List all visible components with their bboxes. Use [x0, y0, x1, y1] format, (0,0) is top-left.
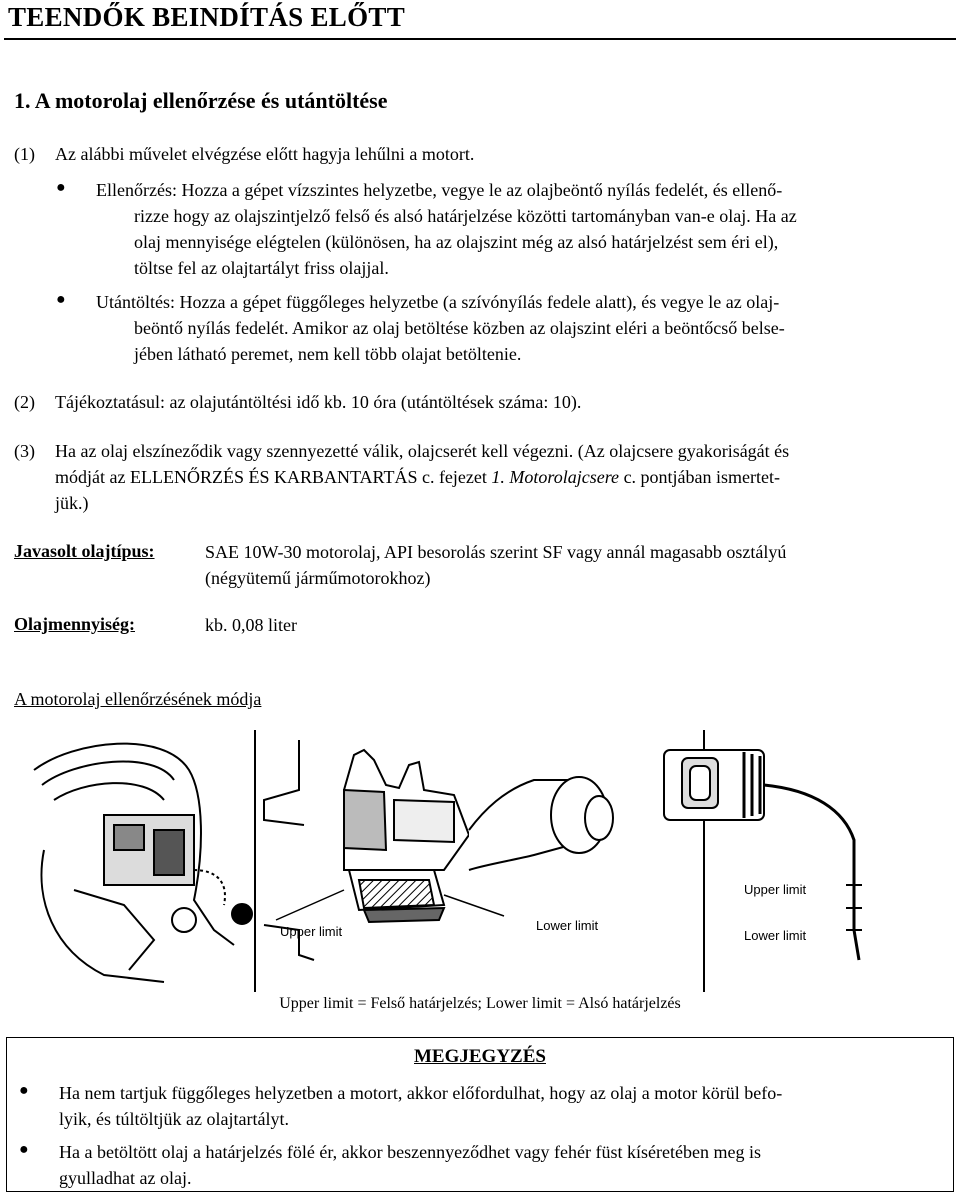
upper-limit-label-right: Upper limit: [744, 882, 807, 897]
upper-limit-label-left: Upper limit: [280, 924, 343, 939]
note-1-dot: ●: [19, 1082, 29, 1099]
step-2-text: Tájékoztatásul: az olajutántöltési idő kb. 10 óra (utántöltések száma: 10).: [55, 392, 582, 412]
bullet-1-dot: ●: [56, 179, 66, 196]
oil-type-line-2: (négyütemű járműmotorokhoz): [205, 568, 431, 588]
bullet-2-line-1: Utántöltés: Hozza a gépet függőleges helyzetbe (a szívónyílás fedele alatt), és vegye le az olaj-: [96, 292, 780, 312]
lower-limit-label-middle: Lower limit: [536, 918, 599, 933]
bullet-2-text: [96, 289, 952, 367]
oil-type-label: Javasolt olajtípus:: [14, 541, 155, 561]
step-3-line-3: jük.): [55, 493, 89, 513]
bullet-2-dot: ●: [56, 291, 66, 308]
bullet-2-line-2: beöntő nyílás fedelét. Amikor az olaj betöltése közben az olajszint eléri a beöntőcső belse-: [134, 318, 785, 338]
step-1-text: Az alábbi művelet elvégzése előtt hagyja lehűlni a motort.: [55, 144, 475, 164]
engine-drawing: [34, 730, 256, 992]
oil-tank-drawing: [264, 730, 704, 992]
note-2-text: [59, 1139, 939, 1191]
figure-caption: Upper limit = Felső határjelzés; Lower limit = Alsó határjelzés: [279, 995, 681, 1012]
step-3-line-2-a: módját az ELLENŐRZÉS ÉS KARBANTARTÁS c. fejezet: [55, 467, 492, 487]
page-title: TEENDŐK BEINDÍTÁS ELŐTT: [8, 2, 406, 32]
oil-amount-value: kb. 0,08 liter: [205, 615, 297, 635]
note-box: [6, 1037, 954, 1192]
bullet-1-line-2: rizze hogy az olajszintjelző felső és alsó határjelzése közötti tartományban van-e olaj. Ha az: [134, 206, 797, 226]
bullet-1-text: [96, 177, 952, 281]
step-1-number: (1): [14, 144, 35, 164]
lower-limit-label-right: Lower limit: [744, 928, 807, 943]
note-1-text: [59, 1080, 939, 1132]
note-1-line-1: Ha nem tartjuk függőleges helyzetben a motort, akkor előfordulhat, hogy az olaj a motor körül befo-: [59, 1083, 783, 1103]
note-2-line-2: gyulladhat az olaj.: [59, 1168, 192, 1188]
oil-amount-label: Olajmennyiség:: [14, 614, 135, 634]
step-3-line-2-b: c. pontjában ismertet-: [619, 467, 781, 487]
step-3-text: [55, 438, 953, 516]
title-divider: [4, 38, 956, 40]
oil-type-value: [205, 539, 786, 591]
note-2-line-1: Ha a betöltött olaj a határjelzés fölé ér, akkor beszennyeződhet vagy fehér füst kíséretében meg is: [59, 1142, 761, 1162]
bullet-2-line-3: jében látható peremet, nem kell több olajat betöltenie.: [134, 344, 522, 364]
step-2-number: (2): [14, 392, 35, 412]
oil-type-line-1: SAE 10W-30 motorolaj, API besorolás szerint SF vagy annál magasabb osztályú: [205, 542, 787, 562]
bullet-1-line-4: töltse fel az olajtartályt friss olajjal.: [134, 258, 389, 278]
step-3-chapter-ref: 1. Motorolajcsere: [491, 467, 620, 487]
bullet-1-line-3: olaj mennyisége elégtelen (különösen, ha az olajszint még az alsó határjelzést sem éri el),: [134, 232, 779, 252]
note-title: MEGJEGYZÉS: [414, 1046, 546, 1067]
step-3-number: (3): [14, 441, 35, 461]
bullet-1-line-1: Ellenőrzés: Hozza a gépet vízszintes helyzetbe, vegye le az olajbeöntő nyílás fedelét, és ellenő-: [96, 180, 783, 200]
method-heading: A motorolaj ellenőrzésének módja: [14, 689, 262, 709]
section-heading: 1. A motorolaj ellenőrzése és utántöltése: [14, 88, 388, 113]
note-2-dot: ●: [19, 1141, 29, 1158]
step-3-line-1: Ha az olaj elszíneződik vagy szennyezetté válik, olajcserét kell végezni. (Az olajcsere gyakoriságát és: [55, 441, 790, 461]
oil-check-illustration: [14, 730, 954, 992]
note-1-line-2: lyik, és túltöltjük az olajtartályt.: [59, 1109, 289, 1129]
step-3-line-2: [55, 464, 953, 490]
